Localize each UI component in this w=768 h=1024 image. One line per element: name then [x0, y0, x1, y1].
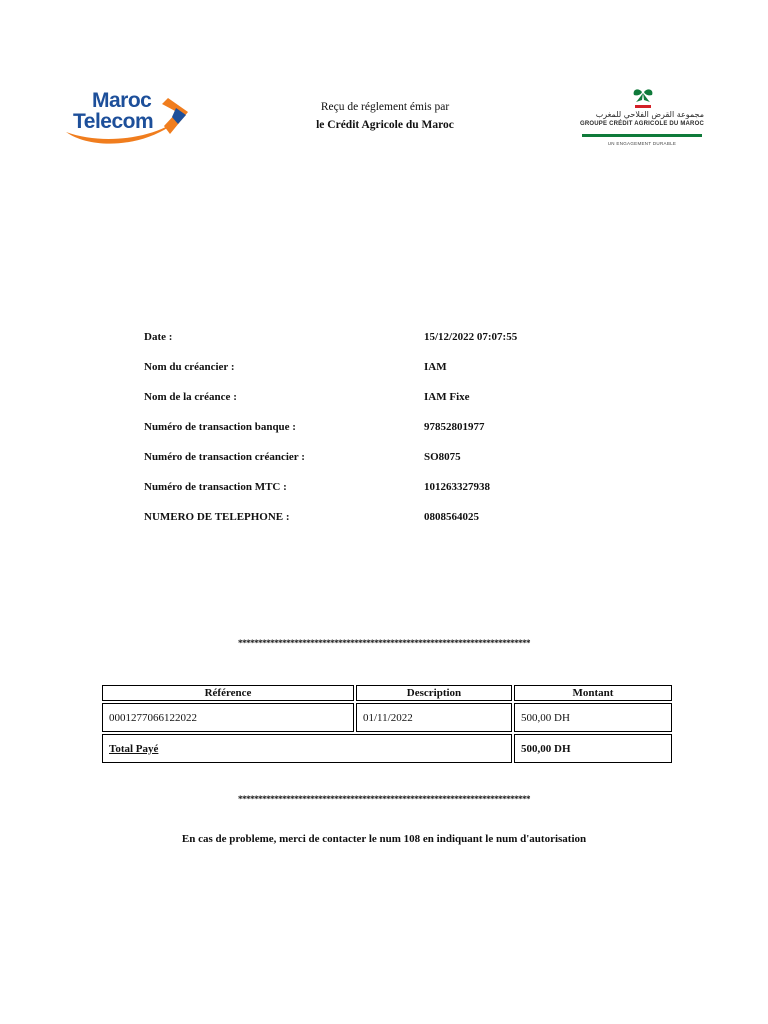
detail-value: IAM [424, 361, 447, 373]
detail-label: Numéro de transaction créancier : [144, 451, 305, 463]
separator-bottom: ************************************************************************* [238, 794, 530, 804]
separator-top: ************************************************************************* [238, 638, 530, 648]
logo-green-bar [582, 134, 702, 137]
detail-row-date [144, 331, 584, 361]
table-header-row [102, 685, 672, 701]
receipt-title [270, 98, 500, 134]
detail-value: 15/12/2022 07:07:55 [424, 331, 518, 343]
table-row [102, 703, 672, 732]
detail-value: 101263327938 [424, 481, 490, 493]
cell-description: 01/11/2022 [356, 703, 512, 732]
column-header-description: Description [356, 685, 512, 701]
detail-label: Numéro de transaction MTC : [144, 481, 287, 493]
logo-french-name: GROUPE CRÉDIT AGRICOLE DU MAROC [580, 121, 704, 127]
detail-row-transaction-mtc [144, 481, 584, 511]
logo-word-maroc: Maroc [92, 89, 152, 112]
maroc-telecom-logo [64, 86, 194, 150]
detail-value: SO8075 [424, 451, 461, 463]
cell-reference: 0001277066122022 [102, 703, 354, 732]
detail-label: Nom de la créance : [144, 391, 237, 403]
logo-tagline: UN ENGAGEMENT DURABLE [607, 141, 677, 146]
total-label: Total Payé [109, 742, 159, 755]
cell-montant: 500,00 DH [514, 703, 672, 732]
receipt-title-line1: Reçu de réglement émis par [320, 101, 450, 113]
detail-label: NUMERO DE TELEPHONE : [144, 511, 290, 523]
payment-table [100, 683, 674, 765]
table-total-row [102, 734, 672, 763]
detail-label: Nom du créancier : [144, 361, 235, 373]
footer-note: En cas de probleme, merci de contacter le num 108 en indiquant le num d'autorisation [181, 833, 587, 845]
detail-value: IAM Fixe [424, 391, 470, 403]
detail-value: 97852801977 [424, 421, 485, 433]
detail-row-transaction-banque [144, 421, 584, 451]
detail-row-creance [144, 391, 584, 421]
detail-label: Numéro de transaction banque : [144, 421, 296, 433]
logo-arabic-name: مجموعة القرض الفلاحي للمغرب [595, 110, 704, 119]
credit-agricole-leaf-icon [580, 88, 706, 112]
detail-row-transaction-creancier [144, 451, 584, 481]
detail-row-telephone [144, 511, 584, 541]
credit-agricole-logo [580, 88, 706, 152]
detail-label: Date : [144, 331, 173, 343]
column-header-reference: Référence [102, 685, 354, 701]
logo-word-telecom: Telecom [73, 110, 154, 133]
transaction-details [144, 331, 584, 541]
detail-row-creancier [144, 361, 584, 391]
total-value: 500,00 DH [514, 734, 672, 763]
detail-value: 0808564025 [424, 511, 479, 523]
total-label-cell [102, 734, 512, 763]
column-header-montant: Montant [514, 685, 672, 701]
receipt-title-line2: le Crédit Agricole du Maroc [316, 119, 454, 131]
